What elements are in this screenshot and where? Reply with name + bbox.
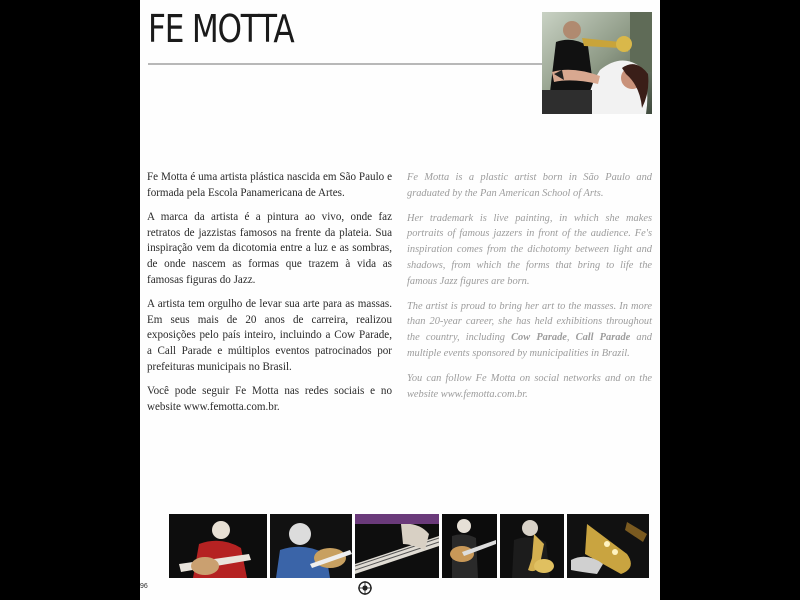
call-parade-text: Call Parade	[575, 332, 631, 344]
en-paragraph-2: Her trademark is live painting, in which she makes portraits of famous jazzers in front of the audience. Fe's inspiration comes from the dichotomy between light and shadows, from which the forms that bring to life the famous Jazz figures are born.	[407, 212, 652, 287]
page-title: FE MOTTA	[148, 7, 294, 51]
portuguese-text-column	[147, 170, 392, 424]
thumbnail-guitarist-blue	[270, 514, 352, 578]
page-number: 96	[140, 583, 148, 590]
en-paragraph-1: Fe Motta is a plastic artist born in São Paulo and graduated by the Pan American School of Arts.	[407, 172, 652, 199]
magazine-page	[140, 0, 660, 600]
cow-parade-text: Cow Parade	[511, 332, 567, 344]
thumbnail-guitarist-standing	[442, 514, 497, 578]
pt-paragraph-1: Fe Motta é uma artista plástica nascida em São Paulo e formada pela Escola Panamericana de Artes.	[147, 171, 392, 199]
en-paragraph-3	[407, 299, 652, 362]
en-paragraph-3-separator: ,	[566, 332, 576, 344]
pt-paragraph-3: A artista tem orgulho de levar sua arte para as massas. Em seus mais de 20 anos de carreira, realizou exposições pelo país inteiro, incluindo a Cow Parade, a Call Parade e múltiplos eventos patrocinados por prefeituras municipais no Brasil.	[147, 298, 392, 373]
english-text-column	[407, 170, 652, 411]
en-paragraph-3-text-a: The artist is proud to bring her art to the masses. In more than 20-year career, she has held exhibitions throughout the country, including	[407, 300, 652, 344]
thumbnail-guitarist-red	[169, 514, 267, 578]
hero-photo	[542, 12, 652, 114]
thumbnail-saxophonist	[500, 514, 564, 578]
title-divider	[148, 63, 542, 65]
en-paragraph-4: You can follow Fe Motta on social networks and on the website www.femotta.com.br.	[407, 372, 652, 400]
pt-paragraph-4: Você pode seguir Fe Motta nas redes sociais e no website www.femotta.com.br.	[147, 385, 392, 413]
crosshair-target-icon	[358, 581, 372, 595]
en-paragraph-3-text-b: and multiple events sponsored by municipalities in Brazil.	[407, 332, 652, 359]
thumbnail-guitar-neck	[355, 514, 439, 578]
pt-paragraph-2: A marca da artista é a pintura ao vivo, onde faz retratos de jazzistas famosos na frente da plateia. Sua inspiração vem da dicotomia entre a luz e as sombras, de onde nascem as formas que trazem à vida as famosas figuras do Jazz.	[147, 211, 392, 286]
thumbnail-saxophone-closeup	[567, 514, 649, 578]
